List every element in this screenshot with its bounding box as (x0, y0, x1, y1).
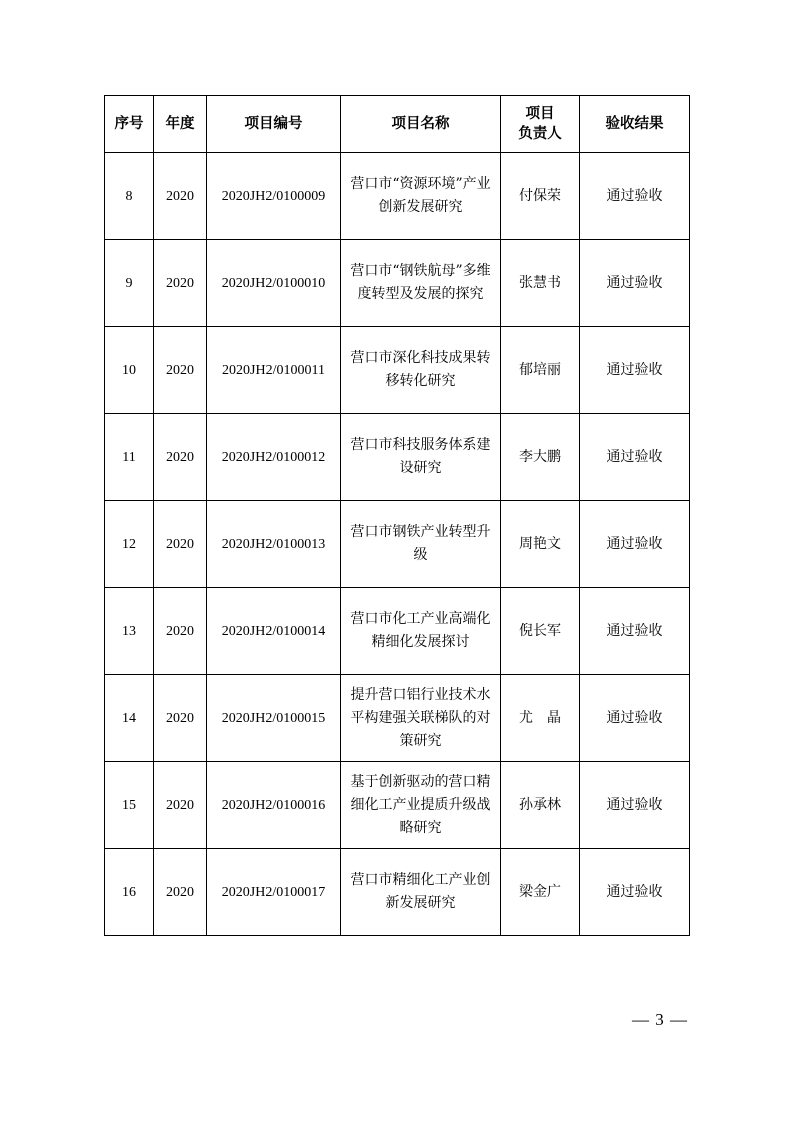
row-project-code: 2020JH2/0100013 (207, 501, 341, 588)
row-year: 2020 (154, 240, 207, 327)
row-project-name: 营口市“资源环境”产业创新发展研究 (341, 153, 501, 240)
row-project-code: 2020JH2/0100009 (207, 153, 341, 240)
row-result: 通过验收 (580, 240, 690, 327)
row-index: 15 (105, 762, 154, 849)
row-project-name: 营口市“钢铁航母”多维度转型及发展的探究 (341, 240, 501, 327)
row-result: 通过验收 (580, 762, 690, 849)
row-leader: 倪长军 (501, 588, 580, 675)
row-result: 通过验收 (580, 327, 690, 414)
row-project-code: 2020JH2/0100012 (207, 414, 341, 501)
row-project-code: 2020JH2/0100017 (207, 849, 341, 936)
row-year: 2020 (154, 762, 207, 849)
row-index: 10 (105, 327, 154, 414)
row-result: 通过验收 (580, 153, 690, 240)
row-year: 2020 (154, 153, 207, 240)
row-result: 通过验收 (580, 414, 690, 501)
row-index: 13 (105, 588, 154, 675)
header-leader-line1: 项目 (525, 106, 555, 122)
row-leader: 李大鹏 (501, 414, 580, 501)
row-result: 通过验收 (580, 849, 690, 936)
project-acceptance-table (104, 95, 690, 936)
row-project-code: 2020JH2/0100010 (207, 240, 341, 327)
table-row (105, 675, 690, 762)
table-row (105, 414, 690, 501)
row-result: 通过验收 (580, 501, 690, 588)
header-project-code: 项目编号 (207, 96, 341, 153)
table-row (105, 588, 690, 675)
row-leader: 孙承林 (501, 762, 580, 849)
row-result: 通过验收 (580, 675, 690, 762)
row-index: 14 (105, 675, 154, 762)
row-year: 2020 (154, 675, 207, 762)
row-index: 12 (105, 501, 154, 588)
row-leader: 梁金广 (501, 849, 580, 936)
row-index: 9 (105, 240, 154, 327)
table-row (105, 240, 690, 327)
table-header-row (105, 96, 690, 153)
row-leader: 郁培丽 (501, 327, 580, 414)
header-index: 序号 (105, 96, 154, 153)
row-project-code: 2020JH2/0100011 (207, 327, 341, 414)
row-leader: 周艳文 (501, 501, 580, 588)
row-year: 2020 (154, 501, 207, 588)
row-index: 16 (105, 849, 154, 936)
row-project-name: 营口市精细化工产业创新发展研究 (341, 849, 501, 936)
row-project-code: 2020JH2/0100014 (207, 588, 341, 675)
row-leader: 付保荣 (501, 153, 580, 240)
table-row (105, 153, 690, 240)
row-leader: 张慧书 (501, 240, 580, 327)
row-index: 11 (105, 414, 154, 501)
row-project-code: 2020JH2/0100015 (207, 675, 341, 762)
table-row (105, 327, 690, 414)
row-project-name: 营口市科技服务体系建设研究 (341, 414, 501, 501)
row-project-name: 提升营口铝行业技术水平构建强关联梯队的对策研究 (341, 675, 501, 762)
row-year: 2020 (154, 849, 207, 936)
table-row (105, 501, 690, 588)
row-project-name: 基于创新驱动的营口精细化工产业提质升级战略研究 (341, 762, 501, 849)
row-project-name: 营口市化工产业高端化精细化发展探讨 (341, 588, 501, 675)
header-leader-line2: 负责人 (518, 126, 562, 142)
table-row (105, 762, 690, 849)
header-project-name: 项目名称 (341, 96, 501, 153)
row-result: 通过验收 (580, 588, 690, 675)
page-number: — 3 — (632, 1010, 688, 1029)
header-result: 验收结果 (580, 96, 690, 153)
row-year: 2020 (154, 588, 207, 675)
row-year: 2020 (154, 327, 207, 414)
row-project-name: 营口市钢铁产业转型升级 (341, 501, 501, 588)
row-project-code: 2020JH2/0100016 (207, 762, 341, 849)
row-year: 2020 (154, 414, 207, 501)
header-leader (501, 96, 580, 153)
row-leader: 尤 晶 (501, 675, 580, 762)
header-year: 年度 (154, 96, 207, 153)
table-row (105, 849, 690, 936)
row-index: 8 (105, 153, 154, 240)
row-project-name: 营口市深化科技成果转移转化研究 (341, 327, 501, 414)
